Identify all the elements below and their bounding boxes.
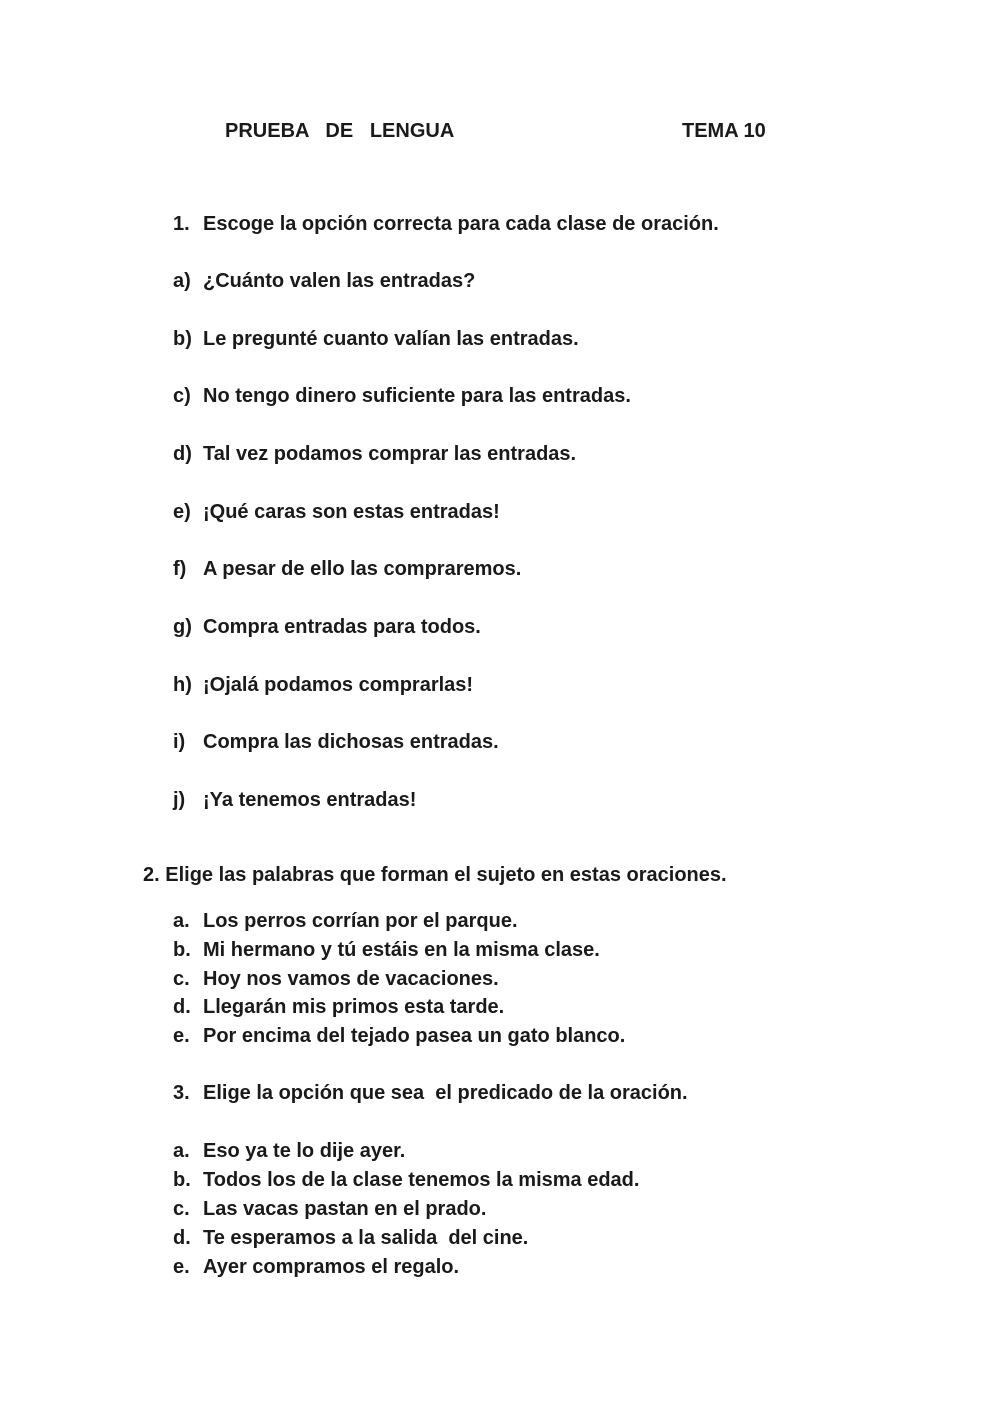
exam-title: PRUEBA DE LENGUA xyxy=(225,120,455,142)
q1-item-marker: c) xyxy=(173,385,191,407)
question-1-prompt: Escoge la opción correcta para cada clase de oración. xyxy=(203,213,719,235)
q1-item-marker: i) xyxy=(173,731,186,753)
q1-item-text: No tengo dinero suficiente para las entradas. xyxy=(203,385,631,407)
q1-item-text: Le pregunté cuanto valían las entradas. xyxy=(203,328,579,350)
q1-item-text: Tal vez podamos comprar las entradas. xyxy=(203,443,577,465)
q2-item-text: Hoy nos vamos de vacaciones. xyxy=(203,968,499,990)
q2-item-text: Mi hermano y tú estáis en la misma clase. xyxy=(203,939,600,961)
q1-item-marker: h) xyxy=(173,674,192,696)
q1-item-text: ¡Ya tenemos entradas! xyxy=(203,789,417,811)
q1-item-marker: d) xyxy=(173,443,192,465)
exam-topic: TEMA 10 xyxy=(682,120,766,142)
question-3-number: 3. xyxy=(173,1082,190,1104)
q1-item-text: Compra las dichosas entradas. xyxy=(203,731,499,753)
q3-item-marker: d. xyxy=(173,1227,191,1249)
q2-item-marker: e. xyxy=(173,1025,190,1047)
q1-item-marker: b) xyxy=(173,328,192,350)
q1-item-marker: e) xyxy=(173,501,191,523)
q3-item-marker: b. xyxy=(173,1169,191,1191)
q2-item-text: Los perros corrían por el parque. xyxy=(203,910,518,932)
q1-item-text: ¡Ojalá podamos comprarlas! xyxy=(203,674,474,696)
q1-item-marker: g) xyxy=(173,616,192,638)
q2-item-text: Por encima del tejado pasea un gato blanco. xyxy=(203,1025,626,1047)
q3-item-text: Eso ya te lo dije ayer. xyxy=(203,1140,406,1162)
q3-item-marker: a. xyxy=(173,1140,190,1162)
q1-item-text: ¡Qué caras son estas entradas! xyxy=(203,501,500,523)
q3-item-text: Te esperamos a la salida del cine. xyxy=(203,1227,529,1249)
q3-item-text: Todos los de la clase tenemos la misma edad. xyxy=(203,1169,640,1191)
q1-item-marker: f) xyxy=(173,558,187,580)
q2-item-marker: b. xyxy=(173,939,191,961)
q2-item-marker: a. xyxy=(173,910,190,932)
q3-item-marker: e. xyxy=(173,1256,190,1278)
question-1-number: 1. xyxy=(173,213,190,235)
question-2-prompt: 2. Elige las palabras que forman el sujeto en estas oraciones. xyxy=(143,864,727,886)
q1-item-marker: a) xyxy=(173,270,191,292)
q1-item-text: A pesar de ello las compraremos. xyxy=(203,558,522,580)
q1-item-text: Compra entradas para todos. xyxy=(203,616,481,638)
q3-item-text: Las vacas pastan en el prado. xyxy=(203,1198,487,1220)
question-3-prompt: Elige la opción que sea el predicado de la oración. xyxy=(203,1082,688,1104)
q1-item-text: ¿Cuánto valen las entradas? xyxy=(203,270,476,292)
q3-item-text: Ayer compramos el regalo. xyxy=(203,1256,460,1278)
q2-item-marker: d. xyxy=(173,996,191,1018)
q1-item-marker: j) xyxy=(173,789,186,811)
q2-item-marker: c. xyxy=(173,968,190,990)
q2-item-text: Llegarán mis primos esta tarde. xyxy=(203,996,505,1018)
q3-item-marker: c. xyxy=(173,1198,190,1220)
